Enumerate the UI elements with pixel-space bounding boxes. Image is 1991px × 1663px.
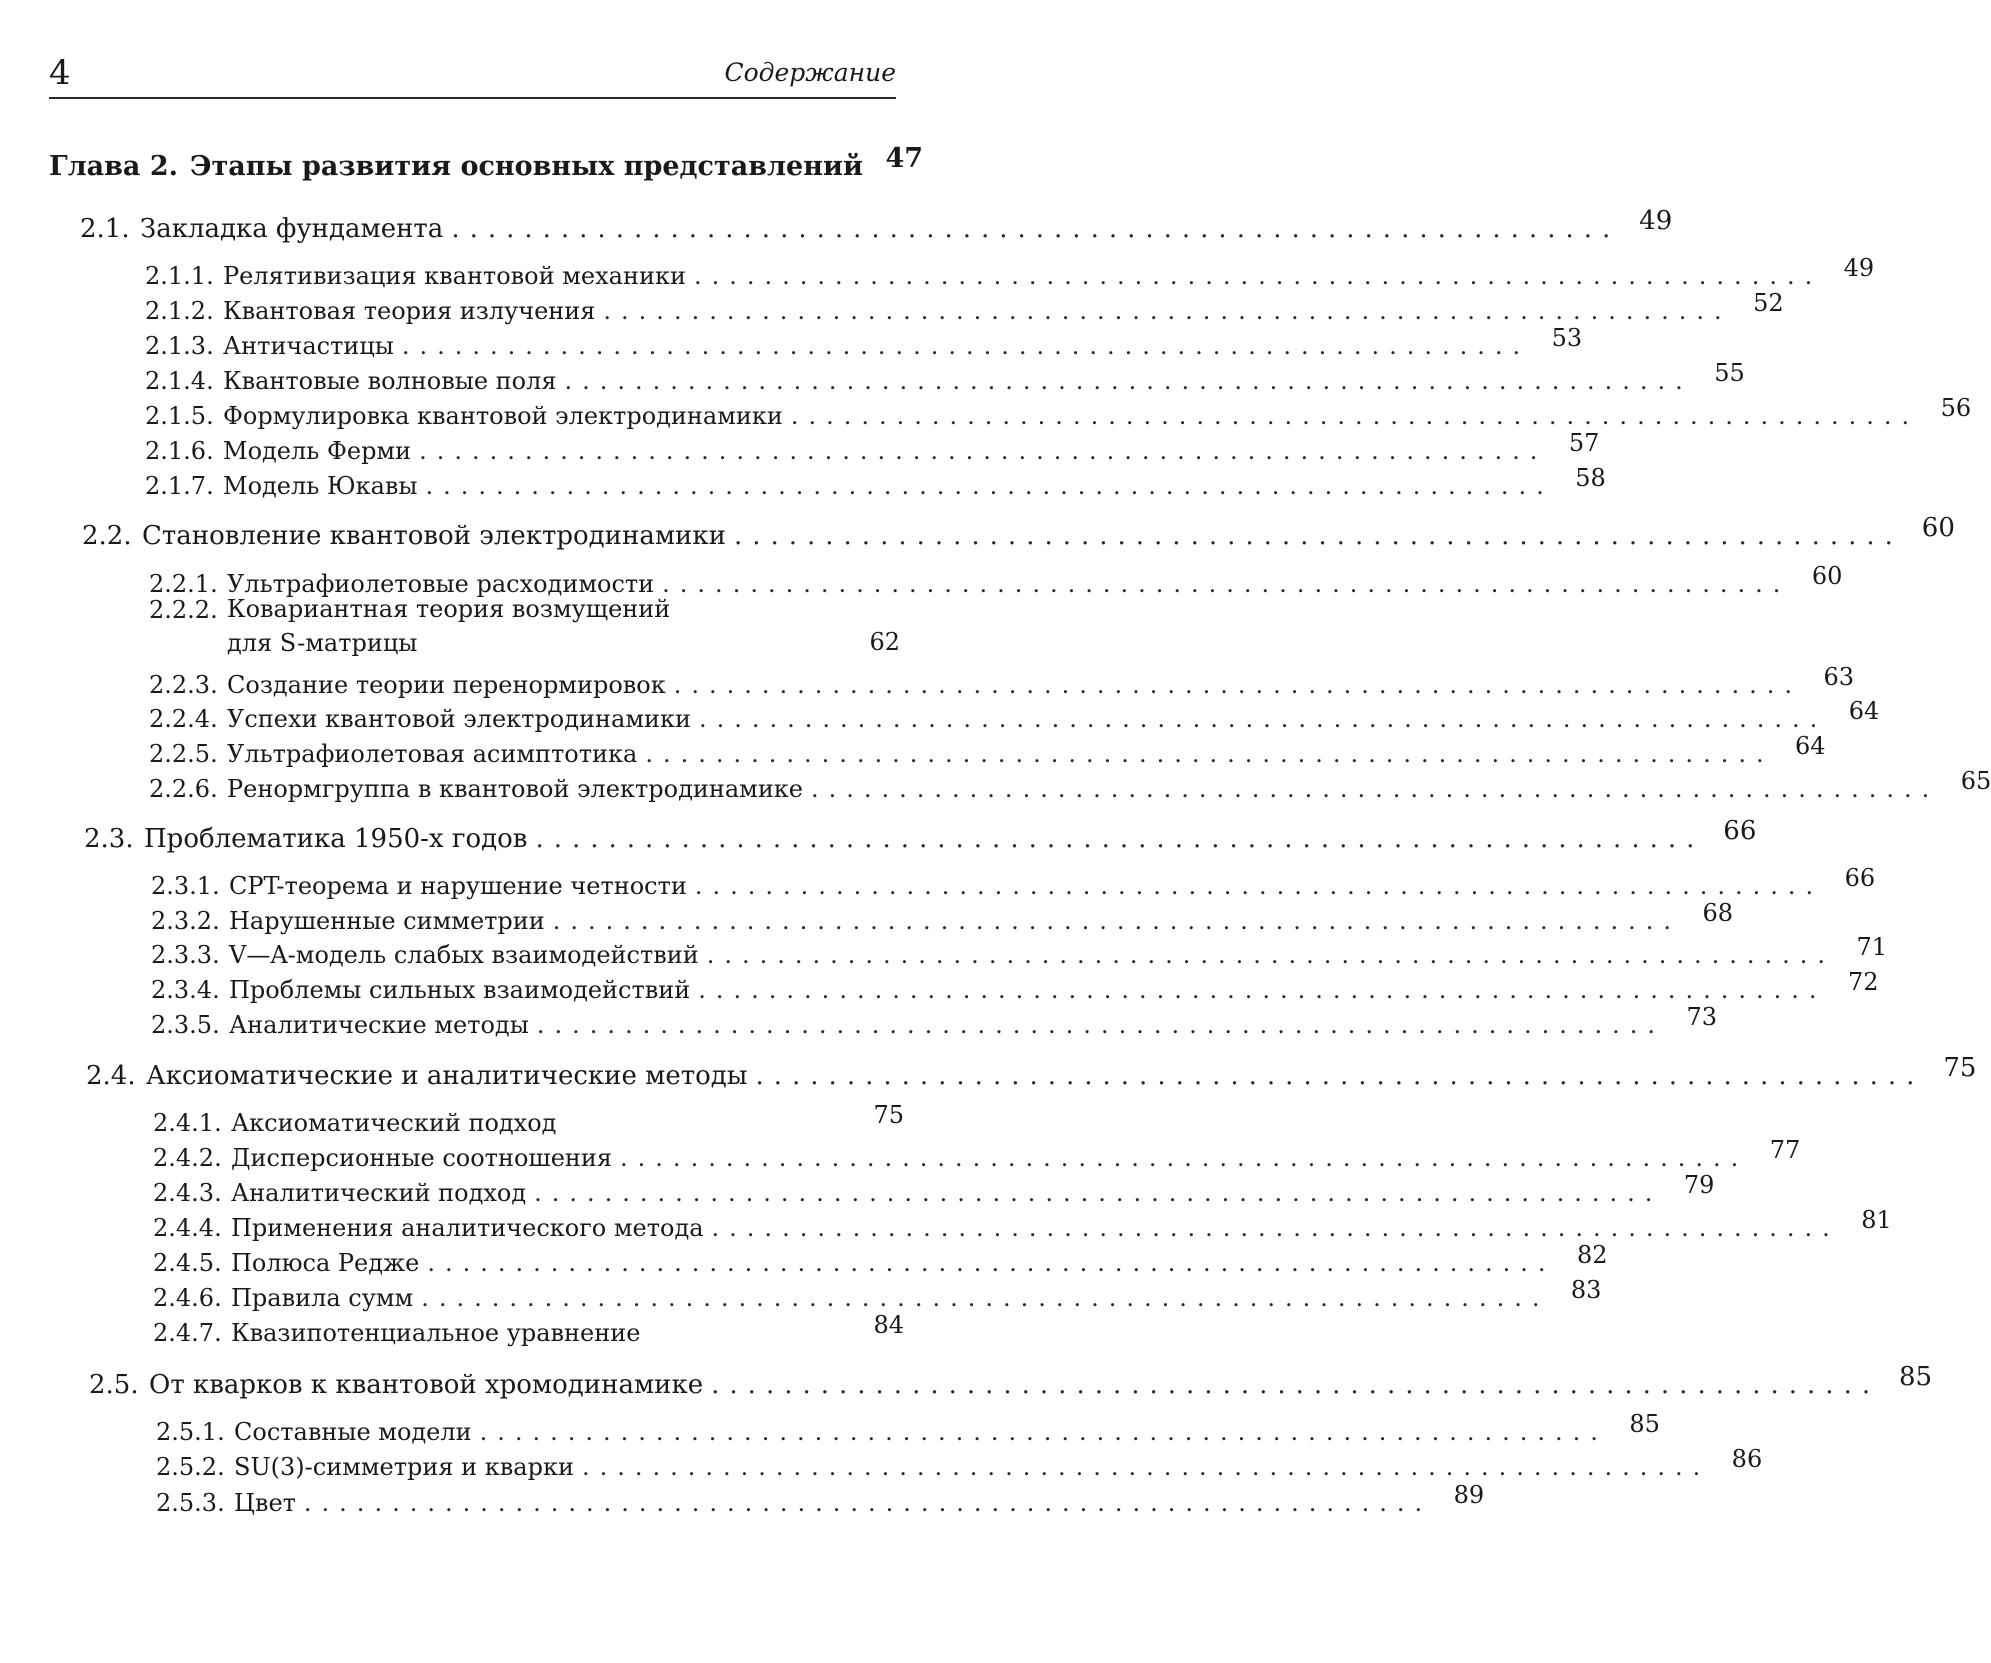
- subsection-title: Проблемы сильных взаимодействий: [229, 976, 691, 1004]
- toc-subsection-entry[interactable]: [153, 1101, 904, 1137]
- dot-leader: ................................................................: [451, 214, 1621, 244]
- subsection-title: Применения аналитического метода: [231, 1214, 704, 1242]
- toc-subsection-entry[interactable]: [153, 1311, 904, 1347]
- subsection-number: 2.2.3.: [149, 671, 218, 699]
- subsection-page: 56: [1940, 394, 1972, 422]
- subsection-number: 2.3.1.: [151, 872, 220, 900]
- dot-leader: ................................................................: [645, 740, 1774, 768]
- dot-leader: ................................................................: [427, 1249, 1556, 1277]
- subsection-title: Нарушенные симметрии: [229, 907, 545, 935]
- subsection-number: 2.1.5.: [145, 402, 214, 430]
- toc-subsection-entry[interactable]: [149, 732, 1826, 768]
- dot-leader: ................................................................: [673, 671, 1802, 699]
- chapter-number: Глава 2.: [49, 151, 179, 182]
- dot-leader: ................................................................: [699, 705, 1828, 733]
- subsection-title: Формулировка квантовой электродинамики: [223, 402, 783, 430]
- subsection-page: 49: [1843, 254, 1875, 282]
- subsection-number: 2.5.1.: [156, 1418, 225, 1446]
- section-number: 2.4.: [86, 1061, 136, 1091]
- toc-subsection-entry[interactable]: [151, 864, 1876, 900]
- toc-subsection-entry[interactable]: [145, 254, 1875, 290]
- subsection-title: Полюса Редже: [231, 1249, 420, 1277]
- toc-subsection-entry[interactable]: [153, 1171, 1715, 1207]
- dot-leader: ................................................................: [535, 824, 1705, 854]
- subsection-title: Квазипотенциальное уравнение: [231, 1319, 641, 1347]
- subsection-page: 84: [873, 1311, 904, 1339]
- toc-subsection-entry[interactable]: [151, 968, 1879, 1004]
- subsection-page: 85: [1629, 1410, 1660, 1438]
- chapter-page: 47: [885, 143, 924, 174]
- subsection-page: 55: [1714, 359, 1745, 387]
- subsection-number: 2.2.6.: [149, 775, 218, 803]
- subsection-page: 64: [1795, 732, 1826, 760]
- dot-leader: ................................................................: [534, 1179, 1663, 1207]
- toc-subsection-entry[interactable]: [145, 464, 1606, 500]
- subsection-page: 77: [1769, 1136, 1801, 1164]
- section-title: Аксиоматические и аналитические методы: [146, 1061, 748, 1091]
- section-title: Закладка фундамента: [140, 214, 444, 244]
- subsection-title: Ультрафиолетовая асимптотика: [227, 740, 638, 768]
- section-number: 2.5.: [89, 1370, 139, 1400]
- section-title: Становление квантовой электродинамики: [142, 521, 726, 551]
- subsection-page: 52: [1753, 289, 1784, 317]
- section-title: От кварков к квантовой хромодинамике: [149, 1370, 704, 1400]
- subsection-number: 2.1.3.: [145, 332, 214, 360]
- dot-leader: ................................................................: [425, 472, 1554, 500]
- subsection-page: 68: [1702, 899, 1734, 927]
- dot-leader: ................................................................: [811, 775, 1940, 803]
- section-number: 2.2.: [82, 521, 132, 551]
- dot-leader: ................................................................: [711, 1370, 1881, 1400]
- toc-subsection-entry[interactable]: [149, 663, 1854, 699]
- toc-subsection-entry[interactable]: [151, 933, 1887, 969]
- subsection-title: Ультрафиолетовые расходимости: [227, 570, 655, 598]
- toc-subsection-entry[interactable]: [145, 394, 1972, 430]
- dot-leader: [648, 1319, 852, 1347]
- toc-subsection-entry[interactable]: [149, 596, 900, 660]
- subsection-title: Ренормгруппа в квантовой электродинамике: [227, 775, 804, 803]
- dot-leader: ................................................................: [662, 570, 1791, 598]
- toc-subsection-entry[interactable]: [145, 429, 1600, 465]
- subsection-page: 72: [1847, 968, 1879, 996]
- subsection-page: 58: [1575, 464, 1606, 492]
- section-title: Проблематика 1950-х годов: [144, 824, 528, 854]
- running-title: Содержание: [724, 58, 896, 87]
- subsection-title: Правила сумм: [231, 1284, 414, 1312]
- subsection-page: 65: [1960, 767, 1991, 795]
- subsection-number: 2.4.6.: [153, 1284, 222, 1312]
- subsection-number: 2.2.1.: [149, 570, 218, 598]
- subsection-page: 53: [1551, 324, 1583, 352]
- toc-subsection-entry[interactable]: [145, 359, 1745, 395]
- subsection-number: 2.4.7.: [153, 1319, 222, 1347]
- subsection-number: 2.5.2.: [156, 1453, 225, 1481]
- subsection-number: 2.4.5.: [153, 1249, 222, 1277]
- subsection-title: Цвет: [234, 1489, 296, 1517]
- toc-subsection-entry[interactable]: [153, 1276, 1602, 1312]
- dot-leader: ................................................................: [603, 297, 1732, 325]
- dot-leader: ................................................................: [552, 907, 1682, 935]
- dot-leader: ................................................................: [421, 1284, 1550, 1312]
- dot-leader: ................................................................: [581, 1453, 1711, 1481]
- subsection-title: Создание теории перенормировок: [227, 671, 666, 699]
- toc-section-entry[interactable]: [86, 1053, 1977, 1091]
- subsection-number: 2.3.2.: [151, 907, 220, 935]
- subsection-page: 57: [1568, 429, 1600, 457]
- toc-subsection-entry[interactable]: [145, 324, 1583, 360]
- subsection-page: 66: [1844, 864, 1876, 892]
- toc-subsection-entry[interactable]: [156, 1481, 1485, 1517]
- subsection-number: 2.1.7.: [145, 472, 214, 500]
- dot-leader: ................................................................: [564, 367, 1693, 395]
- section-page: 60: [1921, 513, 1955, 543]
- subsection-title: Аналитические методы: [229, 1011, 529, 1039]
- dot-leader: [564, 1109, 852, 1137]
- subsection-page: 60: [1811, 562, 1843, 590]
- subsection-title: CPT-теорема и нарушение четности: [229, 872, 687, 900]
- dot-leader: ................................................................: [303, 1489, 1433, 1517]
- subsection-number: 2.4.1.: [153, 1109, 222, 1137]
- dot-leader: ................................................................: [755, 1061, 1925, 1091]
- subsection-title: Составные модели: [234, 1418, 472, 1446]
- subsection-title: Аналитический подход: [231, 1179, 527, 1207]
- toc-subsection-entry[interactable]: [145, 289, 1784, 325]
- dot-leader: ................................................................: [706, 941, 1835, 969]
- subsection-title: Дисперсионные соотношения: [231, 1144, 613, 1172]
- toc-subsection-entry[interactable]: [153, 1206, 1892, 1242]
- subsection-title-continuation: для S-матрицы: [227, 629, 418, 657]
- subsection-title: Квантовые волновые поля: [223, 367, 557, 395]
- subsection-page: 63: [1823, 663, 1854, 691]
- toc-section-entry[interactable]: [80, 206, 1673, 244]
- subsection-title: SU(3)-симметрия и кварки: [234, 1453, 574, 1481]
- dot-leader: ................................................................: [790, 402, 1920, 430]
- subsection-title: Модель Юкавы: [223, 472, 418, 500]
- dot-leader: ................................................................: [620, 1144, 1749, 1172]
- dot-leader: ................................................................: [419, 437, 1548, 465]
- subsection-page: 79: [1683, 1171, 1715, 1199]
- toc-section-entry[interactable]: [89, 1362, 1933, 1400]
- toc-subsection-entry[interactable]: [153, 1136, 1801, 1172]
- dot-leader: ................................................................: [693, 262, 1823, 290]
- dot-leader: ................................................................: [536, 1011, 1666, 1039]
- subsection-page: 64: [1848, 697, 1880, 725]
- toc-subsection-entry[interactable]: [156, 1410, 1660, 1446]
- subsection-title: Аксиоматический подход: [231, 1109, 557, 1137]
- toc-subsection-entry[interactable]: [149, 697, 1880, 733]
- subsection-page: 73: [1686, 1003, 1718, 1031]
- subsection-page: 71: [1856, 933, 1887, 961]
- subsection-number: 2.5.3.: [156, 1489, 225, 1517]
- subsection-page: 82: [1577, 1241, 1608, 1269]
- section-page: 49: [1639, 206, 1673, 236]
- toc-subsection-entry[interactable]: [153, 1241, 1608, 1277]
- subsection-number: 2.3.3.: [151, 941, 220, 969]
- subsection-title: Релятивизация квантовой механики: [223, 262, 686, 290]
- subsection-title: Античастицы: [223, 332, 394, 360]
- page-number: 4: [49, 53, 71, 93]
- subsection-number: 2.1.1.: [145, 262, 214, 290]
- dot-leader: ................................................................: [401, 332, 1531, 360]
- toc-subsection-entry[interactable]: [151, 899, 1734, 935]
- dot-leader: ................................................................: [698, 976, 1827, 1004]
- subsection-title-block: [227, 592, 670, 660]
- toc-section-entry[interactable]: [84, 816, 1757, 854]
- subsection-title: Модель Ферми: [223, 437, 412, 465]
- subsection-number: 2.4.3.: [153, 1179, 222, 1207]
- toc-subsection-entry[interactable]: [151, 1003, 1718, 1039]
- subsection-number: 2.3.5.: [151, 1011, 220, 1039]
- subsection-number: 2.1.6.: [145, 437, 214, 465]
- subsection-number: 2.2.5.: [149, 740, 218, 768]
- subsection-number: 2.4.4.: [153, 1214, 222, 1242]
- subsection-number: 2.1.2.: [145, 297, 214, 325]
- subsection-page: 75: [873, 1101, 904, 1129]
- section-page: 66: [1723, 816, 1757, 846]
- dot-leader: ................................................................: [479, 1418, 1608, 1446]
- subsection-title: Ковариантная теория возмущений: [227, 595, 671, 623]
- dot-leader: ................................................................: [733, 521, 1903, 551]
- subsection-page: 62: [869, 628, 900, 656]
- toc-subsection-entry[interactable]: [149, 767, 1991, 803]
- subsection-page: 89: [1453, 1481, 1485, 1509]
- toc-section-entry[interactable]: [82, 513, 1955, 551]
- subsection-number: 2.4.2.: [153, 1144, 222, 1172]
- section-number: 2.3.: [84, 824, 134, 854]
- dot-leader: ................................................................: [711, 1214, 1840, 1242]
- subsection-title: Квантовая теория излучения: [223, 297, 596, 325]
- subsection-title: V—A-модель слабых взаимодействий: [229, 941, 699, 969]
- toc-subsection-entry[interactable]: [156, 1445, 1763, 1481]
- subsection-number: 2.2.4.: [149, 705, 218, 733]
- toc-chapter-entry[interactable]: [49, 143, 924, 182]
- subsection-page: 86: [1731, 1445, 1763, 1473]
- subsection-number: 2.2.2.: [149, 596, 218, 624]
- section-number: 2.1.: [80, 214, 130, 244]
- subsection-number: 2.1.4.: [145, 367, 214, 395]
- section-page: 85: [1899, 1362, 1933, 1392]
- subsection-title: Успехи квантовой электродинамики: [227, 705, 691, 733]
- section-page: 75: [1943, 1053, 1977, 1083]
- subsection-number: 2.3.4.: [151, 976, 220, 1004]
- chapter-title: Этапы развития основных представлений: [190, 151, 864, 182]
- dot-leader: ................................................................: [694, 872, 1824, 900]
- subsection-page: 81: [1861, 1206, 1892, 1234]
- subsection-page: 83: [1570, 1276, 1602, 1304]
